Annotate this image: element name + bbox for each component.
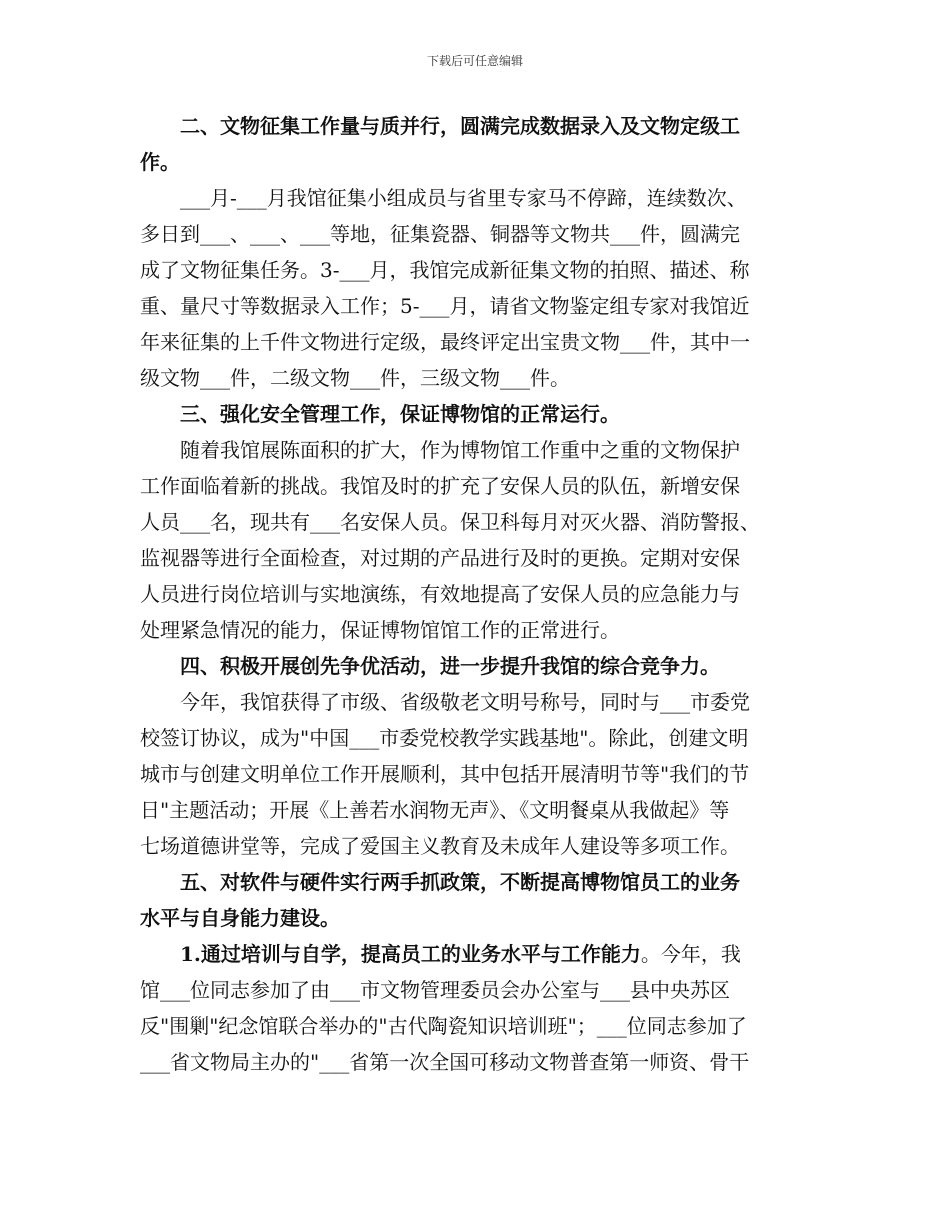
subsection-1-title: 1.通过培训与自学，提高员工的业务水平与工作能力: [140, 942, 641, 966]
paragraph-line: 年来征集的上千件文物进行定级，最终评定出宝贵文物___件，其中一: [140, 330, 750, 354]
paragraph-line: 校签订协议，成为"中国___市委党校教学实践基地"。除此，创建文明: [140, 726, 749, 750]
paragraph-line: ___月-___月我馆征集小组成员与省里专家马不停蹄，连续数次、: [140, 186, 747, 210]
section-5-heading-cont: 水平与自身能力建设。: [140, 906, 340, 930]
section-2-heading-cont: 作。: [140, 150, 180, 174]
paragraph-line: 日"主题活动；开展《上善若水润物无声》、《文明餐桌从我做起》等: [140, 798, 730, 822]
paragraph-line: ___省文物局主办的"___省第一次全国可移动文物普查第一师资、骨干: [140, 1050, 750, 1074]
paragraph-line: 反"围剿"纪念馆联合举办的"古代陶瓷知识培训班"；___位同志参加了: [140, 1014, 747, 1038]
paragraph-line: 人员进行岗位培训与实地演练，有效地提高了安保人员的应急能力与: [140, 582, 740, 606]
paragraph-line: 多日到___、___、___等地，征集瓷器、铜器等文物共___件，圆满完: [140, 222, 740, 246]
section-4-heading: 四、积极开展创先争优活动，进一步提升我馆的综合竞争力。: [140, 654, 720, 678]
paragraph-line: 处理紧急情况的能力，保证博物馆馆工作的正常进行。: [140, 618, 620, 642]
section-2-heading: 二、文物征集工作量与质并行，圆满完成数据录入及文物定级工: [140, 114, 740, 138]
paragraph-line: 工作面临着新的挑战。我馆及时的扩充了安保人员的队伍，新增安保: [140, 474, 740, 498]
paragraph-line: 城市与创建文明单位工作开展顺利，其中包括开展清明节等"我们的节: [140, 762, 750, 786]
document-body: [140, 108, 820, 1080]
subsection-1-text: 。今年，我: [640, 942, 741, 966]
paragraph-line: 今年，我馆获得了市级、省级敬老文明号称号，同时与___市委党: [140, 690, 750, 714]
paragraph-line: 重、量尺寸等数据录入工作；5-___月，请省文物鉴定组专家对我馆近: [140, 294, 750, 318]
paragraph-line: 人员___名，现共有___名安保人员。保卫科每月对灭火器、消防警报、: [140, 510, 760, 534]
page-header: 下载后可任意编辑: [426, 54, 523, 68]
paragraph-line: 随着我馆展陈面积的扩大，作为博物馆工作重中之重的文物保护: [140, 438, 740, 462]
paragraph-line: 监视器等进行全面检查，对过期的产品进行及时的更换。定期对安保: [140, 546, 740, 570]
section-3-heading: 三、强化安全管理工作，保证博物馆的正常运行。: [140, 402, 620, 426]
paragraph-line: 馆___位同志参加了由___市文物管理委员会办公室与___县中央苏区: [140, 978, 730, 1002]
paragraph-line: 成了文物征集任务。3-___月，我馆完成新征集文物的拍照、描述、称: [140, 258, 750, 282]
subsection-1-line: [140, 936, 820, 972]
paragraph-line: 七场道德讲堂等，完成了爱国主义教育及未成年人建设等多项工作。: [140, 834, 740, 858]
section-5-heading: 五、对软件与硬件实行两手抓政策，不断提高博物馆员工的业务: [140, 870, 740, 894]
paragraph-line: 级文物___件，二级文物___件，三级文物___件。: [140, 366, 570, 390]
